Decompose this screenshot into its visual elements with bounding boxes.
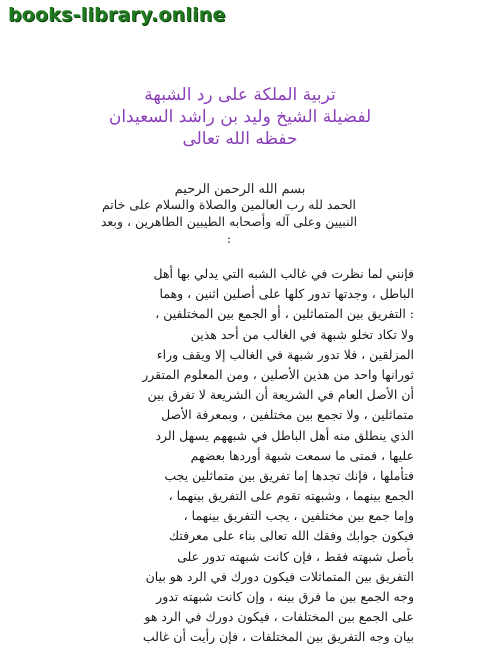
body-paragraph (64, 264, 414, 648)
body-line: أن الأصل العام في الشريعة أن الشريعة لا تفرق بين (147, 387, 414, 403)
body-line: فيكون جوابك وفقك الله تعالى بناء على معرفتك (168, 528, 414, 544)
body-line: : التفريق بين المتماثلين ، أو الجمع بين المختلفين ، (155, 306, 414, 322)
body-line: الباطل ، وجدتها تدور كلها على أصلين اثنين ، وهما (159, 286, 414, 302)
body-line: بيان وجه التفريق بين المختلفات ، فإن رأيت أن غالب (142, 629, 414, 645)
site-watermark: books-library.online (8, 4, 226, 26)
intro-line-1: الحمد لله رب العالمين والصلاة والسلام على خاتم (101, 197, 357, 212)
body-line: على الجمع بين المختلفات ، فيكون دورك في الرد هو (144, 609, 414, 625)
body-line: وإما جمع بين مختلفين ، يجب التفريق بينهما ، (183, 508, 414, 524)
basmala: بسم الله الرحمن الرحيم (174, 182, 306, 197)
intro-paragraph (64, 196, 394, 247)
body-line: الجمع بينهما ، وشبهته تقوم على التفريق بينهما ، (168, 488, 414, 504)
body-line: ولا تكاد تخلو شبهة في الغالب من أحد هذين (190, 326, 414, 342)
title-line-3: حفظه الله تعالى (182, 129, 298, 149)
body-line: الذي ينطلق منه أهل الباطل في شبههم يسهل الرد (155, 427, 414, 443)
title-line-2: لفضيلة الشيخ وليد بن راشد السعيدان (108, 107, 372, 127)
body-line: ثورانها واحد من هذين الأصلين ، ومن المعلوم المتقرر (142, 366, 414, 382)
document-title (40, 84, 440, 150)
title-line-1: تربية الملكة على رد الشبهة (144, 85, 336, 105)
body-line: وجه الجمع بين ما فرق بينه ، وإن كانت شبهته تدور (156, 589, 414, 604)
intro-line-3: : (226, 231, 232, 246)
body-line: عليها ، فمتى ما سمعت شبهة أوردها بعضهم (190, 447, 414, 463)
body-line: فتأملها ، فإنك تجدها إما تفريق بين متماثلين يجب (164, 467, 414, 483)
intro-line-2: النبيين وعلى آله وأصحابه الطيبين الطاهرين ، وبعد (100, 214, 358, 229)
body-line: المزلقين ، فلا تدور شبهة في الغالب إلا ويقف وراء (156, 346, 414, 362)
body-line: فإنني لما نظرت في غالب الشبه التي يدلي بها أهل (153, 266, 414, 281)
body-line: بأصل شبهته فقط ، فإن كانت شبهته تدور على (177, 548, 414, 564)
body-line: التفريق بين المتماثلات فيكون دورك في الرد هو بيان (145, 568, 414, 584)
body-line: متماثلين ، ولا تجمع بين مختلفين ، وبمعرفة الأصل (161, 407, 414, 423)
